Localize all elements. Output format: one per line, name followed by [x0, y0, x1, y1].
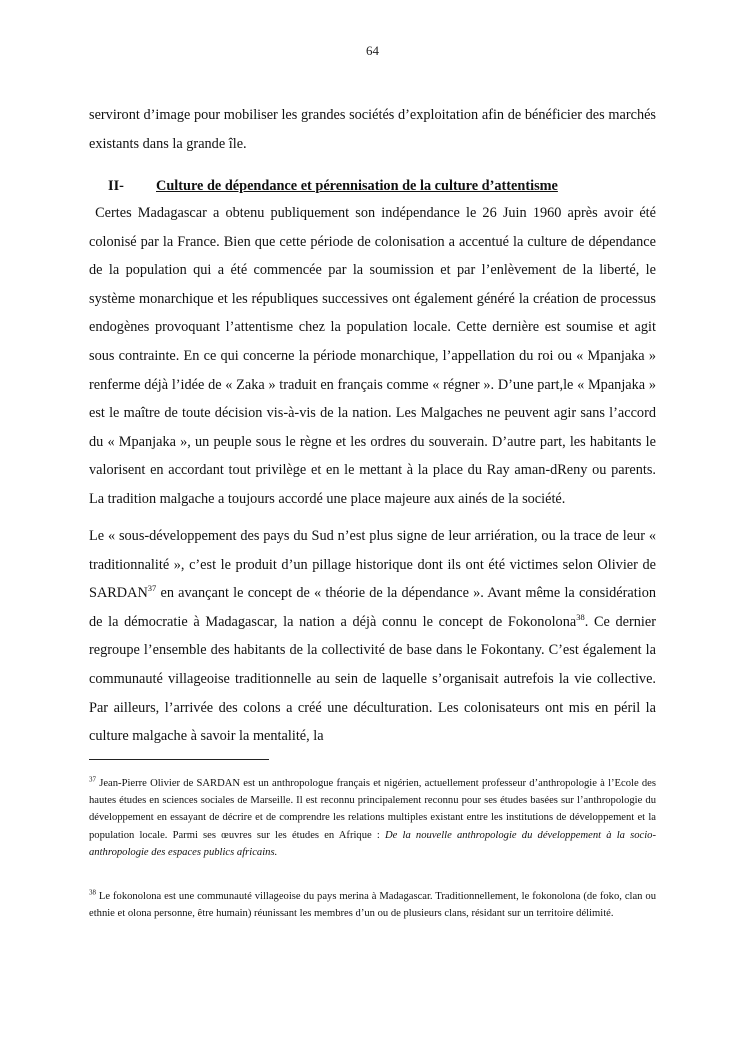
paragraph-second-text	[89, 522, 656, 751]
footnote-37	[89, 775, 656, 861]
paragraph-second	[89, 522, 656, 751]
heading-spacer	[89, 175, 656, 199]
section-number: II-	[108, 178, 124, 194]
page-number: 64	[366, 43, 379, 58]
paragraph-second-part2: en avançant le concept de « théorie de la dépendance ». Avant même la considération de la démocratie à Madagascar, la nation a déjà connu le concept de Fokonolona	[89, 585, 656, 630]
footnote-37-book-title: De la nouvelle anthropologie du développement à la socio-anthropologie des espaces publics africains.	[89, 829, 656, 858]
footnote-37-text: Jean-Pierre Olivier de SARDAN est un anthropologue français et nigérien, actuellement professeur d’anthropologie à l’Ecole des hautes études en sciences sociales de Marseille. Il est reconnu principalement reconnu pour ses études basées sur l’anthropologie du développement en essayant de décrire et de comprendre les relations multiples existant entre les institutions de développement et la population locale. Parmi ses œuvres sur les études en Afrique :	[89, 778, 656, 841]
paragraph-intro	[89, 101, 656, 158]
footnote-ref-37[interactable]: 37	[147, 583, 157, 594]
footnote-separator	[89, 759, 269, 760]
footnote-38-mark: 38	[89, 888, 96, 897]
footnote-38-text: Le fokonolona est une communauté villageoise du pays merina à Madagascar. Traditionnellement, le fokonolona (de foko, clan ou ethnie et olona personne, être humain) réunissant les membres d’un ou de plusieurs clans, résidant sur un territoire délimité.	[89, 891, 656, 920]
paragraph-main-content: Certes Madagascar a obtenu publiquement son indépendance le 26 Juin 1960 après avoir été colonisé par la France. Bien que cette période de colonisation a accentué la culture de dépendance de la population qui a été commencée par la soumission et par l’enlèvement de la liberté, le système monarchique et les républiques successives ont également généré la création de processus endogènes provoquant l’attentisme chez la population locale. Cette dernière est soumise et agit sous contrainte. En ce qui concerne la période monarchique, l’appellation du roi ou « Mpanjaka » renferme déjà l’idée de « Zaka » traduit en français comme « régner ». D’une part,le « Mpanjaka » est le maître de toute décision vis-à-vis de la nation. Les Malgaches ne peuvent agir sans l’accord du « Mpanjaka », un peuple sous le règne et les ordres du souverain. D’autre part, les habitants le valorisent en accordant tout privilège et en le mettant à la place du Ray aman-dReny ou parents. La tradition malgache a toujours accordé une place majeure aux ainés de la société.	[89, 205, 657, 507]
paragraph-second-part3: . Ce dernier regroupe l’ensemble des habitants de la collectivité de base dans le Fokontany. C’est également la communauté villageoise traditionnelle au sein de laquelle s’organisait autrefois la vie collective. Par ailleurs, l’arrivée des colons a créé une déculturation. Les colonisateurs ont mis en péril la culture malgache à savoir la mentalité, la	[89, 613, 656, 745]
paragraph-intro-text: serviront d’image pour mobiliser les grandes sociétés d’exploitation afin de bénéficier des marchés existants dans la grande île.	[89, 107, 656, 152]
paragraph-main-text	[89, 199, 656, 514]
paragraph-main	[89, 175, 656, 514]
footnote-38	[89, 888, 656, 922]
section-title: Culture de dépendance et pérennisation de la culture d’attentisme	[156, 178, 558, 194]
paragraph-second-part1: Le « sous-développement des pays du Sud n’est plus signe de leur arriération, ou la trace de leur « traditionnalité », c’est le produit d’un pillage historique dont ils ont été victimes selon Olivier de SARDAN	[89, 528, 656, 602]
footnote-37-mark: 37	[89, 775, 96, 784]
footnote-ref-38[interactable]: 38	[576, 612, 585, 623]
